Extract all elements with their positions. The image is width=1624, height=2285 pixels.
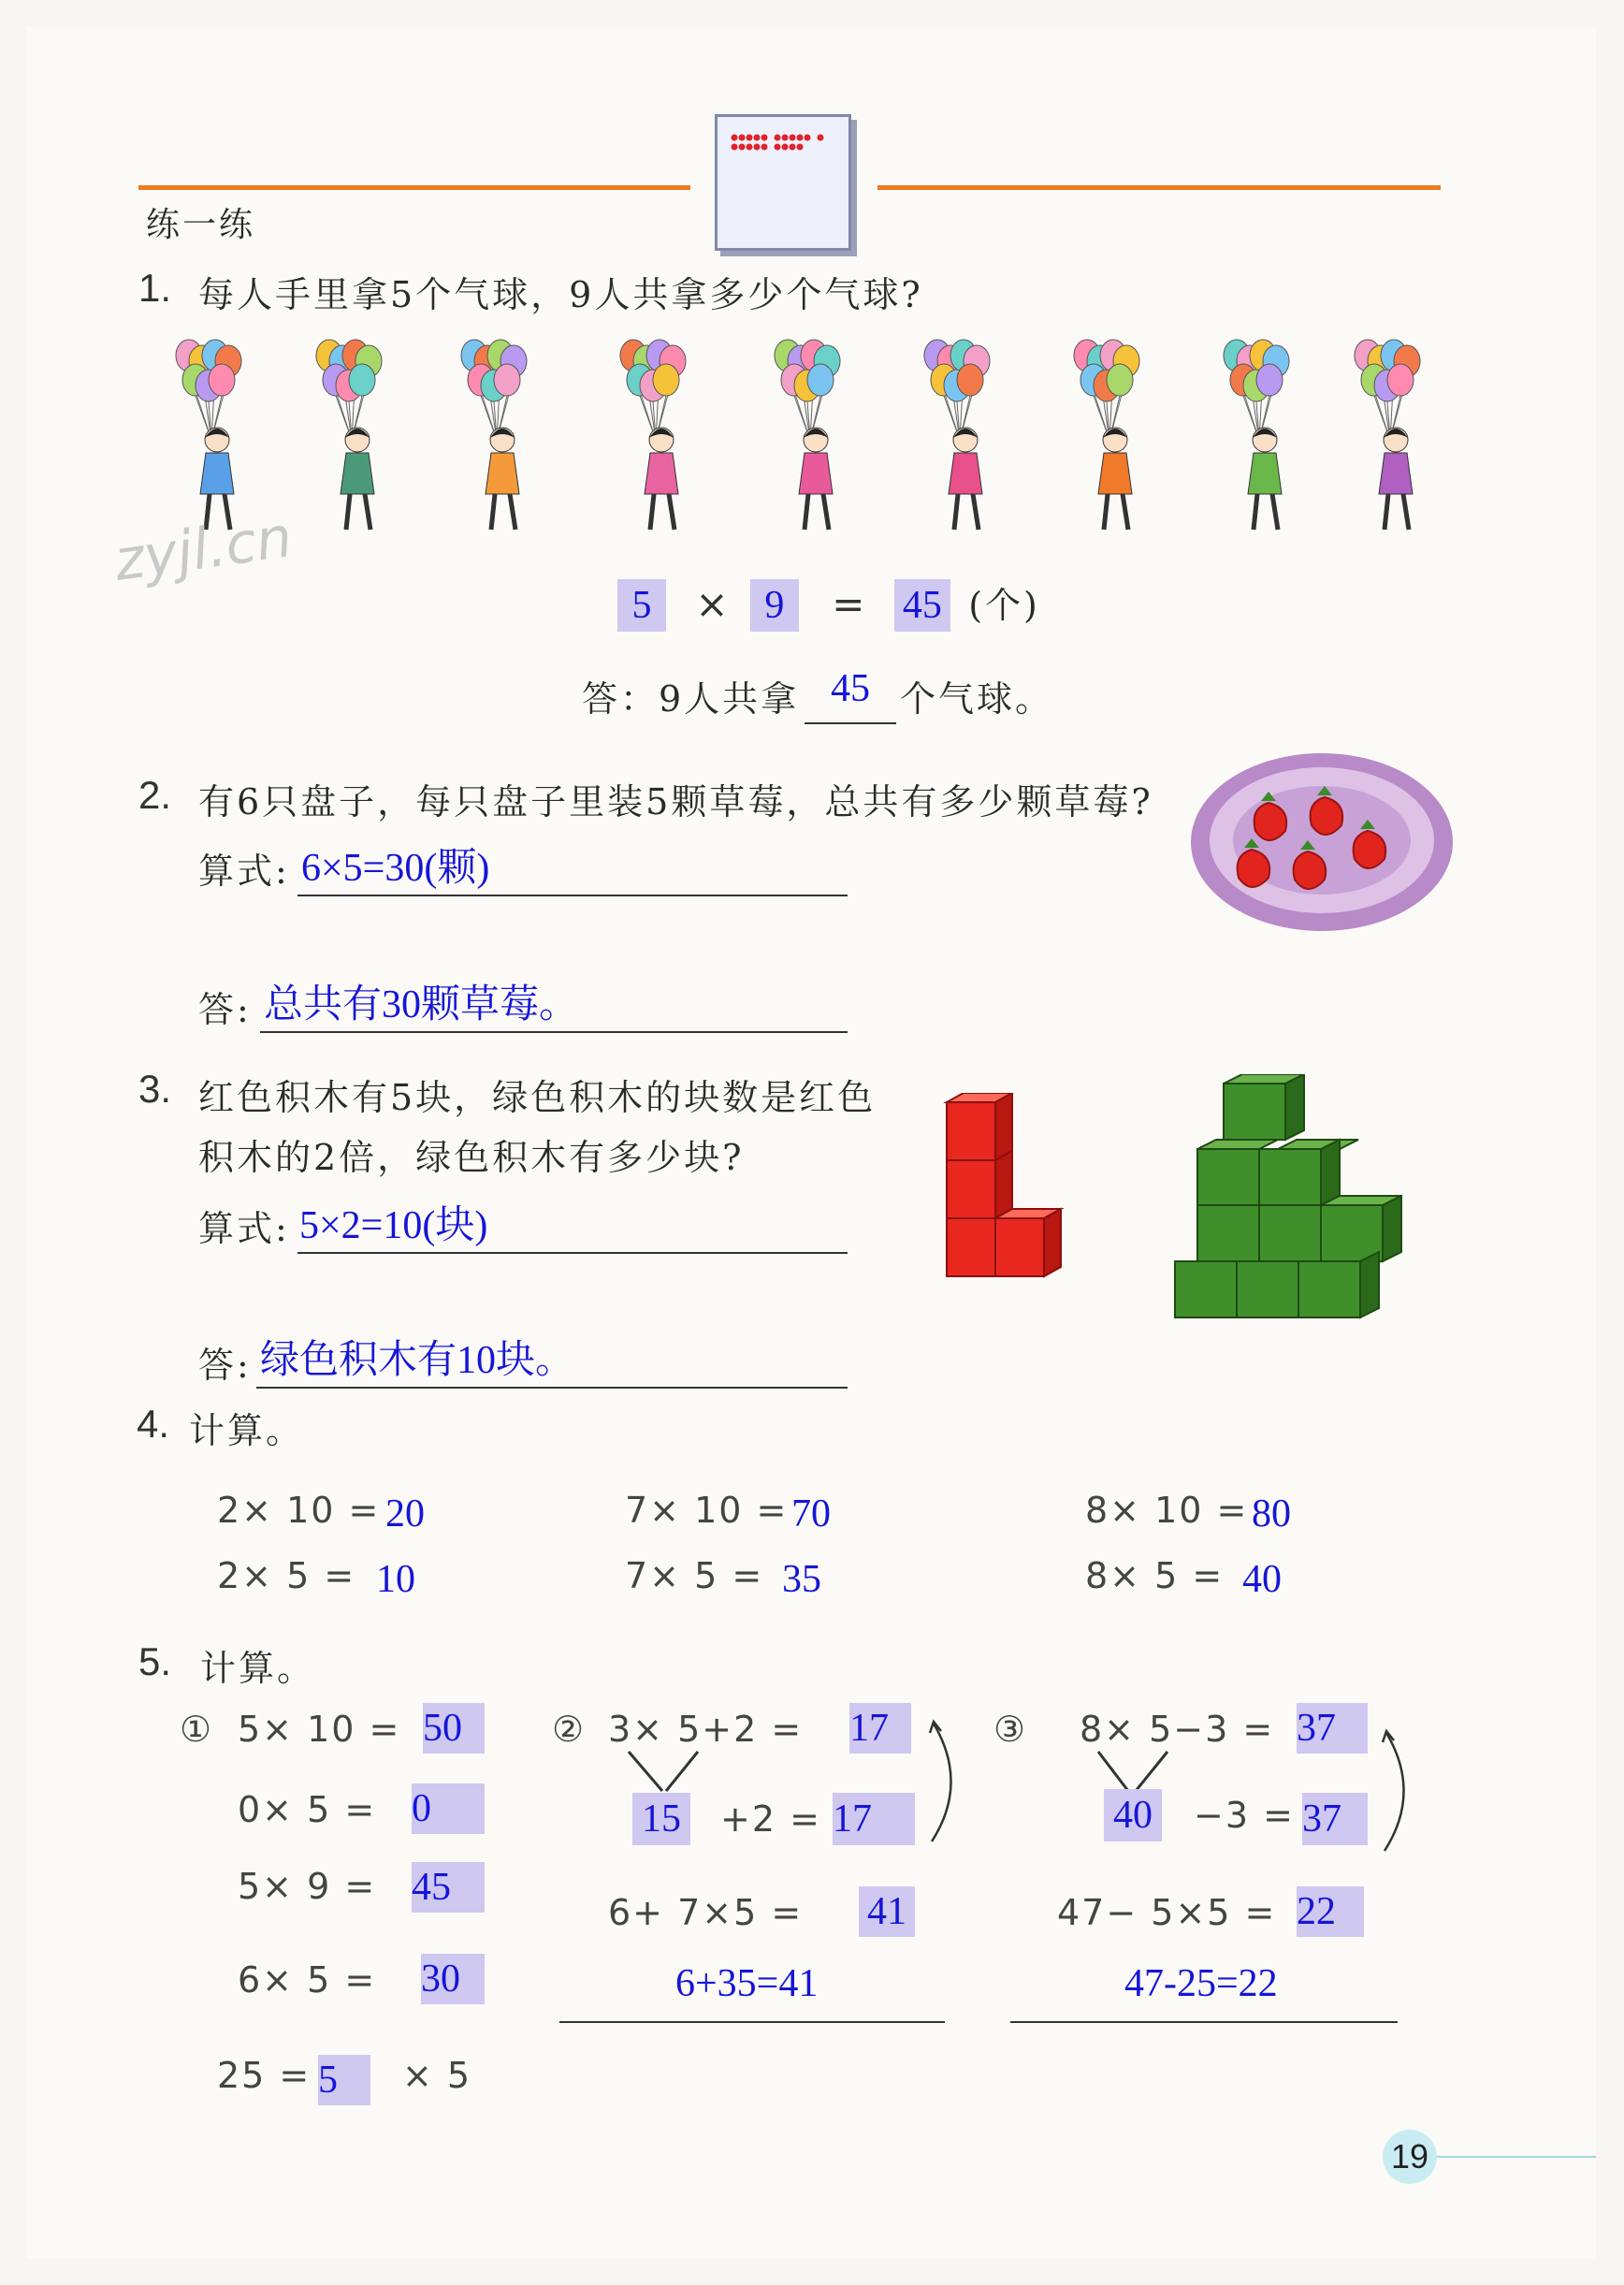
child-with-balloons [620, 340, 686, 530]
q1-unit: (个) [968, 585, 1040, 626]
q5-c2-sub-expr: +2 = [720, 1798, 821, 1840]
q3-text-line2: 积木的2倍，绿色积木有多少块? [198, 1137, 745, 1178]
q5-c1-e4: 6× 5 = [238, 1959, 377, 2001]
q2-number: 2. [138, 773, 172, 817]
q3-text-line1: 红色积木有5块，绿色积木的块数是红色 [198, 1077, 877, 1118]
abacus-icon [715, 114, 851, 251]
green-blocks-illustration [1171, 1074, 1443, 1327]
q5-c1-e2: 0× 5 = [238, 1789, 377, 1830]
q2-text: 有6只盘子，每只盘子里装5颗草莓，总共有多少颗草莓? [198, 781, 1153, 822]
header-rule-left [138, 185, 690, 190]
q1-box-3: 45 [894, 579, 950, 632]
q5-c3-branch-lines [1087, 1748, 1171, 1795]
q5-c3-expr2: 47− 5×5 = [1057, 1892, 1277, 1933]
q3-formula: 5×2=10(块) [299, 1204, 488, 1247]
q4-r1-e2: 7× 10 = [625, 1490, 789, 1531]
q4-r1-e3: 8× 10 = [1085, 1490, 1249, 1531]
q4-r1-e1: 2× 10 = [217, 1490, 381, 1531]
q5-c3-expr: 8× 5−3 = [1080, 1709, 1275, 1750]
q5-c1-last-right: × 5 [402, 2055, 472, 2096]
q3-number: 3. [138, 1067, 172, 1111]
q5-c3-ans: 37 [1297, 1703, 1368, 1754]
q3-answer-label: 答: [198, 1345, 252, 1386]
child-with-balloons [1074, 340, 1139, 530]
q1-equation [617, 576, 1040, 629]
q4-r1-a2: 70 [791, 1492, 831, 1535]
q5-c3-arrow-icon [1381, 1727, 1418, 1858]
page-number: 19 [1390, 2137, 1429, 2176]
child-with-balloons [924, 340, 990, 530]
section-title: 练一练 [146, 206, 256, 244]
q5-c3-ans2: 22 [1297, 1886, 1364, 1937]
q5-c2-ans2: 41 [859, 1886, 915, 1937]
q1-box-1: 5 [617, 579, 666, 632]
q5-c2-expr2: 6+ 7×5 = [608, 1892, 804, 1933]
q5-c2-expr: 3× 5+2 = [608, 1709, 804, 1750]
q2-answer-label: 答: [198, 989, 252, 1030]
q4-number: 4. [137, 1402, 170, 1446]
q4-title: 计算。 [189, 1410, 305, 1451]
q1-equals: = [832, 581, 865, 627]
q2-formula-line [297, 895, 848, 896]
q5-c1-e1: 5× 10 = [238, 1709, 401, 1750]
q5-c2-arrow-icon [928, 1718, 965, 1849]
q3-answer-line [256, 1387, 848, 1389]
q5-c2-branch-lines [617, 1748, 702, 1795]
q5-c1-last-box: 5 [318, 2055, 370, 2105]
q5-c1-a1: 50 [423, 1703, 485, 1754]
q1-answer-line [805, 722, 896, 724]
q2-answer-line [260, 1031, 848, 1033]
q5-c2-work-line [559, 2021, 945, 2023]
q5-c3-mark: ③ [993, 1709, 1028, 1750]
q5-c3-work-line [1010, 2021, 1398, 2023]
q3-formula-line [297, 1252, 848, 1254]
q5-number: 5. [138, 1639, 172, 1683]
q5-c3-sub-expr: −3 = [1194, 1795, 1295, 1836]
q4-r2-a2: 35 [782, 1558, 821, 1601]
q5-c2-mark: ② [552, 1709, 587, 1750]
q2-formula-label: 算式: [198, 851, 290, 892]
q5-c3-sub-ans: 37 [1302, 1793, 1368, 1845]
children-with-balloons-illustration [168, 337, 1422, 543]
q1-box-2: 9 [750, 579, 799, 632]
q2-answer: 总共有30颗草莓。 [264, 983, 579, 1026]
q4-r2-a1: 10 [376, 1558, 415, 1601]
q1-answer-value: 45 [831, 667, 870, 710]
q5-c2-sub-box: 15 [632, 1793, 690, 1845]
child-with-balloons [1355, 340, 1420, 530]
q4-r1-a1: 20 [385, 1492, 425, 1535]
q3-answer: 绿色积木有10块。 [260, 1339, 575, 1382]
child-with-balloons [176, 340, 241, 530]
q5-c1-a4: 30 [421, 1954, 485, 2004]
q4-r1-a3: 80 [1252, 1492, 1291, 1535]
q5-c1-a2: 0 [412, 1783, 485, 1834]
q5-c3-work: 47-25=22 [1124, 1962, 1278, 2005]
q5-title: 计算。 [200, 1648, 316, 1689]
child-with-balloons [775, 340, 840, 530]
q3-formula-label: 算式: [198, 1208, 290, 1249]
child-with-balloons [461, 340, 527, 530]
child-with-balloons [1224, 340, 1289, 530]
q5-c1-a3: 45 [412, 1862, 485, 1913]
q4-r2-e2: 7× 5 = [625, 1555, 764, 1596]
q5-c3-sub-box: 40 [1104, 1789, 1162, 1841]
q5-c2-sub-ans: 17 [833, 1793, 915, 1845]
q1-text: 每人手里拿5个气球，9人共拿多少个气球? [198, 274, 923, 315]
q1-times: × [695, 581, 729, 627]
strawberry-plate-illustration [1186, 749, 1457, 936]
child-with-balloons [316, 340, 382, 530]
q1-answer-suffix: 个气球。 [900, 678, 1054, 720]
q4-r2-e1: 2× 5 = [217, 1555, 356, 1596]
red-blocks-illustration [926, 1093, 1104, 1327]
header-rule-right [877, 185, 1441, 190]
watermark: zyjl.cn [110, 504, 297, 594]
q4-r2-a3: 40 [1242, 1558, 1282, 1601]
q2-formula: 6×5=30(颗) [301, 847, 490, 890]
page-number-rule [1437, 2156, 1596, 2158]
q1-answer-prefix: 答：9人共拿 [582, 678, 800, 720]
q5-c2-ans: 17 [849, 1703, 911, 1754]
q1-number: 1. [138, 266, 172, 310]
q5-c1-last-left: 25 = [217, 2055, 312, 2096]
q5-c1-mark: ① [180, 1709, 214, 1750]
q5-c1-e3: 5× 9 = [238, 1866, 377, 1907]
q5-c2-work: 6+35=41 [675, 1962, 819, 2005]
q4-r2-e3: 8× 5 = [1085, 1555, 1225, 1596]
